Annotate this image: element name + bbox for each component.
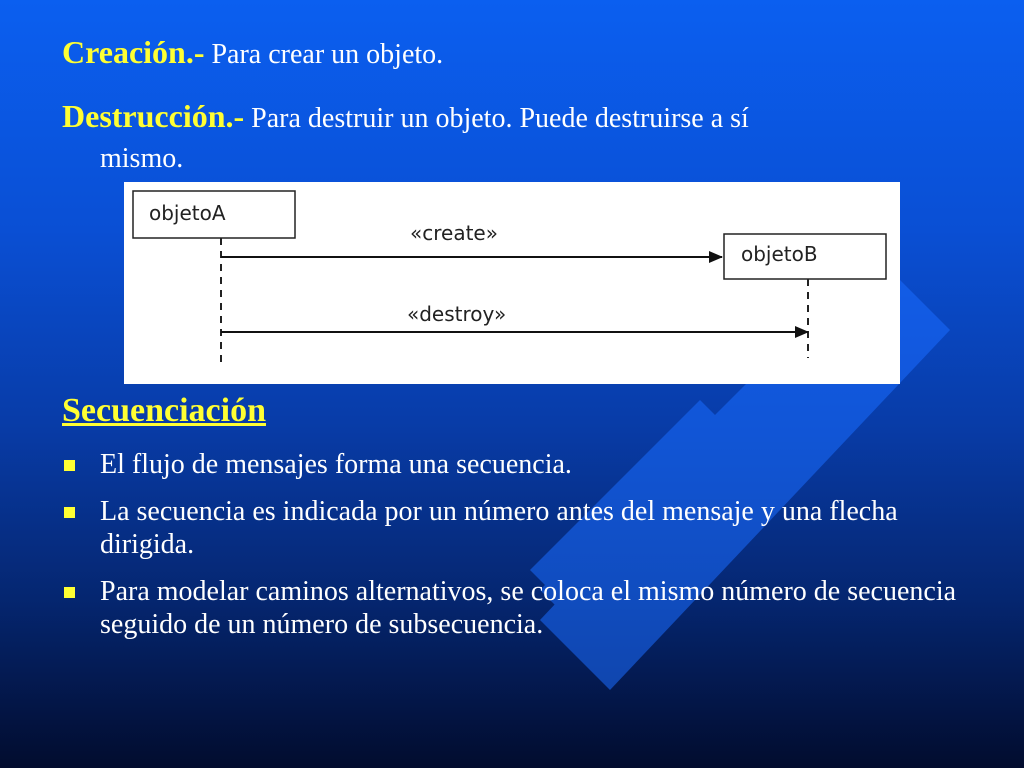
destruccion-line [62, 98, 749, 135]
creacion-line [62, 34, 443, 71]
bullet-square-icon [64, 587, 75, 598]
bullet-text: Para modelar caminos alternativos, se coloca el mismo número de secuencia seguido de un número de subsecuencia. [100, 576, 957, 640]
destruccion-description-continued: mismo. [100, 143, 184, 174]
bullet-item [62, 448, 982, 481]
object-b-label: objetoB [741, 242, 818, 266]
bullet-square-icon [64, 507, 75, 518]
sequence-diagram [124, 182, 900, 384]
bullet-text: El flujo de mensajes forma una secuencia. [100, 449, 572, 480]
create-message-label: «create» [410, 221, 498, 245]
bullet-item [62, 495, 982, 561]
object-a-label: objetoA [149, 201, 226, 225]
destruccion-description: Para destruir un objeto. Puede destruirse a sí [244, 103, 749, 134]
destruccion-term: Destrucción.- [62, 98, 245, 134]
secuenciacion-heading: Secuenciación [62, 392, 266, 429]
secuenciacion-bullet-list [62, 448, 982, 655]
bullet-item [62, 575, 982, 641]
destroy-message-label: «destroy» [407, 302, 507, 326]
bullet-text: La secuencia es indicada por un número antes del mensaje y una flecha dirigida. [100, 496, 898, 560]
bullet-square-icon [64, 460, 75, 471]
creacion-term: Creación.- [62, 34, 205, 70]
creacion-description: Para crear un objeto. [204, 39, 444, 70]
sequence-diagram-svg [124, 182, 900, 384]
